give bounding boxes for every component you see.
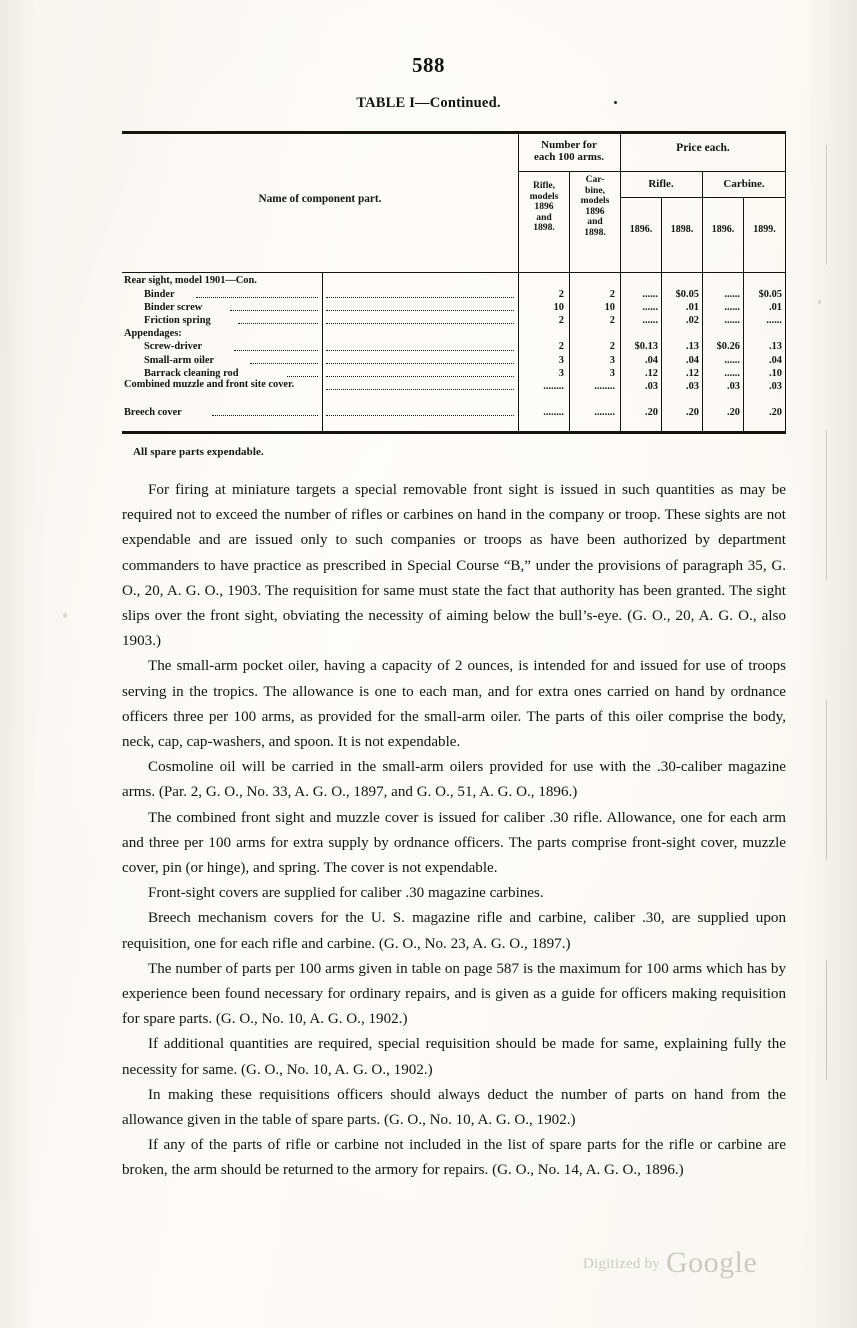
scan-margin-tick <box>826 145 827 265</box>
cell-price-rifle-1898: .04 <box>686 354 699 366</box>
row-label: Combined muzzle and front site cover. <box>124 378 295 390</box>
header-price-each: Price each. <box>676 142 730 154</box>
table-row <box>122 340 786 353</box>
cell-price-carbine-1899: .03 <box>769 380 782 392</box>
header-name-of-component-part: Name of component part. <box>258 193 382 205</box>
paragraph: For firing at miniature targets a special removable front sight is issued in such quantities as may be required not to exceed the number of rifles or carbines on hand in the company or troop. These sights are not expendable and are issued only to such companies or troops as have been authorized by department commanders to have practice as prescribed in Special Course “B,” under the provisions of paragraph 35, G. O., 20, A. G. O., 1903. The requisition for same must state the fact that authority has been granted. The sight slips over the front sight, obviating the necessity of aiming below the bull’s-eye. (G. O., 20, A. G. O., also 1903.) <box>122 482 786 650</box>
cell-price-carbine-1899: .04 <box>769 354 782 366</box>
table-row <box>122 274 786 288</box>
watermark-brand: Google <box>665 1246 758 1279</box>
cell-qty-carbine: 3 <box>609 367 615 379</box>
table-row <box>122 380 786 406</box>
body-text <box>122 478 786 1184</box>
paragraph: The small-arm pocket oiler, having a capacity of 2 ounces, is intended for and issued for use of troops serving in the tropics. The allowance is one to each man, and for extra ones carried on hand by ordnance officers three per 100 arms, as provided for the small-arm oiler. The parts of this oiler comprise the body, neck, cap, cap-washers, and spoon. It is not expendable. <box>122 658 786 751</box>
cell-price-carbine-1896: .20 <box>727 406 740 418</box>
cell-qty-rifle: 2 <box>558 341 564 353</box>
cell-price-carbine-1896: .03 <box>727 380 740 392</box>
row-leader-dots <box>212 414 318 416</box>
row-leader-dots <box>234 349 318 351</box>
cell-price-carbine-1896: ...... <box>724 354 740 366</box>
row-leader-dots <box>326 362 514 364</box>
table-row <box>122 301 786 314</box>
paragraph: Front-sight covers are supplied for caliber .30 magazine carbines. <box>148 885 544 902</box>
row-label: Barrack cleaning rod <box>144 367 239 379</box>
cell-price-carbine-1896: ...... <box>724 314 740 326</box>
row-leader-dots <box>326 375 514 377</box>
header-carbine-group: Carbine. <box>723 178 765 190</box>
cell-qty-rifle: ........ <box>543 406 564 418</box>
row-leader-dots <box>326 296 514 298</box>
paragraph: Cosmoline oil will be carried in the small-arm oilers provided for use with the .30-caliber magazine arms. (Par. 2, G. O., No. 33, A. G. O., 1897, and G. O., 51, A. G. O., 1896.) <box>122 759 786 801</box>
cell-price-carbine-1899: .13 <box>769 341 782 353</box>
paragraph: If any of the parts of rifle or carbine not included in the list of spare parts for the rifle or carbine are broken, the arm should be returned to the armory for repairs. (G. O., No. 14, A. G. O., 1896.) <box>122 1137 786 1179</box>
cell-qty-carbine: ........ <box>594 406 615 418</box>
cell-price-rifle-1898: $0.05 <box>675 288 699 300</box>
row-label: Appendages: <box>124 328 182 340</box>
header-rifle-1896: 1896. <box>629 224 653 235</box>
watermark-prefix: Digitized by <box>583 1256 660 1272</box>
cell-price-rifle-1896: .04 <box>645 354 658 366</box>
cell-qty-rifle: 2 <box>558 288 564 300</box>
header-rifle-group: Rifle. <box>648 178 674 190</box>
cell-price-carbine-1899: .20 <box>769 406 782 418</box>
row-leader-dots <box>238 322 318 324</box>
cell-qty-rifle: 10 <box>553 301 564 313</box>
cell-price-carbine-1899: ...... <box>766 314 782 326</box>
cell-qty-carbine: 10 <box>604 301 615 313</box>
header-rifle-1898: 1898. <box>670 224 694 235</box>
cell-price-rifle-1896: ...... <box>642 301 658 313</box>
cell-price-carbine-1899: .01 <box>769 301 782 313</box>
cell-price-carbine-1899: $0.05 <box>758 288 782 300</box>
table-row <box>122 327 786 340</box>
row-label: Breech cover <box>124 406 182 418</box>
digitized-by-google-watermark <box>583 1246 757 1280</box>
paragraph: If additional quantities are required, special requisition should be made for same, explaining fully the necessity for same. (G. O., No. 10, A. G. O., 1902.) <box>122 1036 786 1078</box>
cell-price-rifle-1898: .03 <box>686 380 699 392</box>
paragraph: The number of parts per 100 arms given in table on page 587 is the maximum for 100 arms which has by experience been found necessary for ordinary repairs, and is given as a guide for officers making requisition for spare parts. (G. O., No. 10, A. G. O., 1902.) <box>122 960 786 1028</box>
table-caption: TABLE I—Continued. <box>356 95 501 111</box>
row-label: Friction spring <box>144 314 211 326</box>
cell-qty-carbine: 2 <box>609 314 615 326</box>
cell-price-carbine-1896: $0.26 <box>716 341 740 353</box>
cell-price-rifle-1898: .02 <box>686 314 699 326</box>
row-label: Small-arm oiler <box>144 354 215 366</box>
table-row <box>122 288 786 301</box>
row-leader-dots <box>287 375 318 377</box>
header-carbine-1896: 1896. <box>711 224 735 235</box>
table-bottom-rule <box>122 431 786 434</box>
cell-qty-rifle: 3 <box>558 354 564 366</box>
row-leader-dots <box>196 296 318 298</box>
cell-qty-rifle: 2 <box>558 314 564 326</box>
cell-qty-rifle: 3 <box>558 367 564 379</box>
row-label: Binder <box>144 288 175 300</box>
scan-speck <box>614 101 617 104</box>
cell-qty-carbine: 2 <box>609 341 615 353</box>
header-carbine-1899: 1899. <box>753 224 776 235</box>
header-qty-carbine-models: Car- bine, models 1896 and 1898. <box>580 174 610 238</box>
paragraph: Breech mechanism covers for the U. S. magazine rifle and carbine, caliber .30, are supplied upon requisition, one for each rifle and carbine. (G. O., No. 23, A. G. O., 1897.) <box>122 910 786 952</box>
cell-price-rifle-1896: .12 <box>645 367 658 379</box>
cell-price-rifle-1896: .03 <box>645 380 658 392</box>
cell-price-rifle-1898: .01 <box>686 301 699 313</box>
table-top-rule <box>122 131 786 134</box>
row-label: Screw-driver <box>144 341 203 353</box>
cell-price-carbine-1896: ...... <box>724 288 740 300</box>
cell-price-rifle-1898: .13 <box>686 341 699 353</box>
cell-qty-carbine: 2 <box>609 288 615 300</box>
table-row <box>122 406 786 419</box>
row-label: Binder screw <box>144 301 203 313</box>
scan-speck <box>63 613 67 618</box>
cell-price-carbine-1899: .10 <box>769 367 782 379</box>
cell-qty-rifle: ........ <box>543 380 564 392</box>
table-row <box>122 354 786 367</box>
header-qty-rifle-models: Rifle, models 1896 and 1898. <box>529 180 559 234</box>
scan-speck <box>818 300 821 304</box>
row-leader-dots <box>250 362 318 364</box>
cell-price-rifle-1898: .20 <box>686 406 699 418</box>
cell-qty-carbine: 3 <box>609 354 615 366</box>
row-leader-dots <box>230 309 318 311</box>
table-body <box>122 274 786 419</box>
scan-margin-tick <box>826 960 827 1080</box>
page-edge-shading-left <box>0 0 34 1328</box>
paragraph: In making these requisitions officers should always deduct the number of parts on hand from the allowance given in the table of spare parts. (G. O., No. 10, A. G. O., 1902.) <box>122 1086 786 1129</box>
cell-price-rifle-1896: ...... <box>642 314 658 326</box>
cell-price-rifle-1898: .12 <box>686 367 699 379</box>
row-leader-dots <box>326 349 514 351</box>
scan-margin-tick <box>826 700 827 860</box>
page-number: 588 <box>412 53 445 77</box>
cell-price-carbine-1896: ...... <box>724 367 740 379</box>
scan-margin-tick <box>826 430 827 580</box>
header-number-for-each-100-arms: Number for each 100 arms. <box>534 139 604 164</box>
cell-price-rifle-1896: ...... <box>642 288 658 300</box>
row-leader-dots <box>326 388 514 390</box>
cell-price-carbine-1896: ...... <box>724 301 740 313</box>
row-label: Rear sight, model 1901—Con. <box>124 275 257 286</box>
row-leader-dots <box>326 322 514 324</box>
cell-price-rifle-1896: .20 <box>645 406 658 418</box>
row-leader-dots <box>326 309 514 311</box>
cell-qty-carbine: ........ <box>594 380 615 392</box>
cell-price-rifle-1896: $0.13 <box>634 341 658 353</box>
row-leader-dots <box>326 414 514 416</box>
paragraph: The combined front sight and muzzle cover is issued for caliber .30 rifle. Allowance, one for each arm and three per 100 arms for extra supply by ordnance officers. The parts comprise front-sight cover, muzzle cover, pin (or hinge), and spring. The cover is not expendable. <box>122 809 786 877</box>
table-row <box>122 314 786 327</box>
table-footnote: All spare parts expendable. <box>133 446 264 458</box>
page-edge-shading-right <box>805 0 857 1328</box>
